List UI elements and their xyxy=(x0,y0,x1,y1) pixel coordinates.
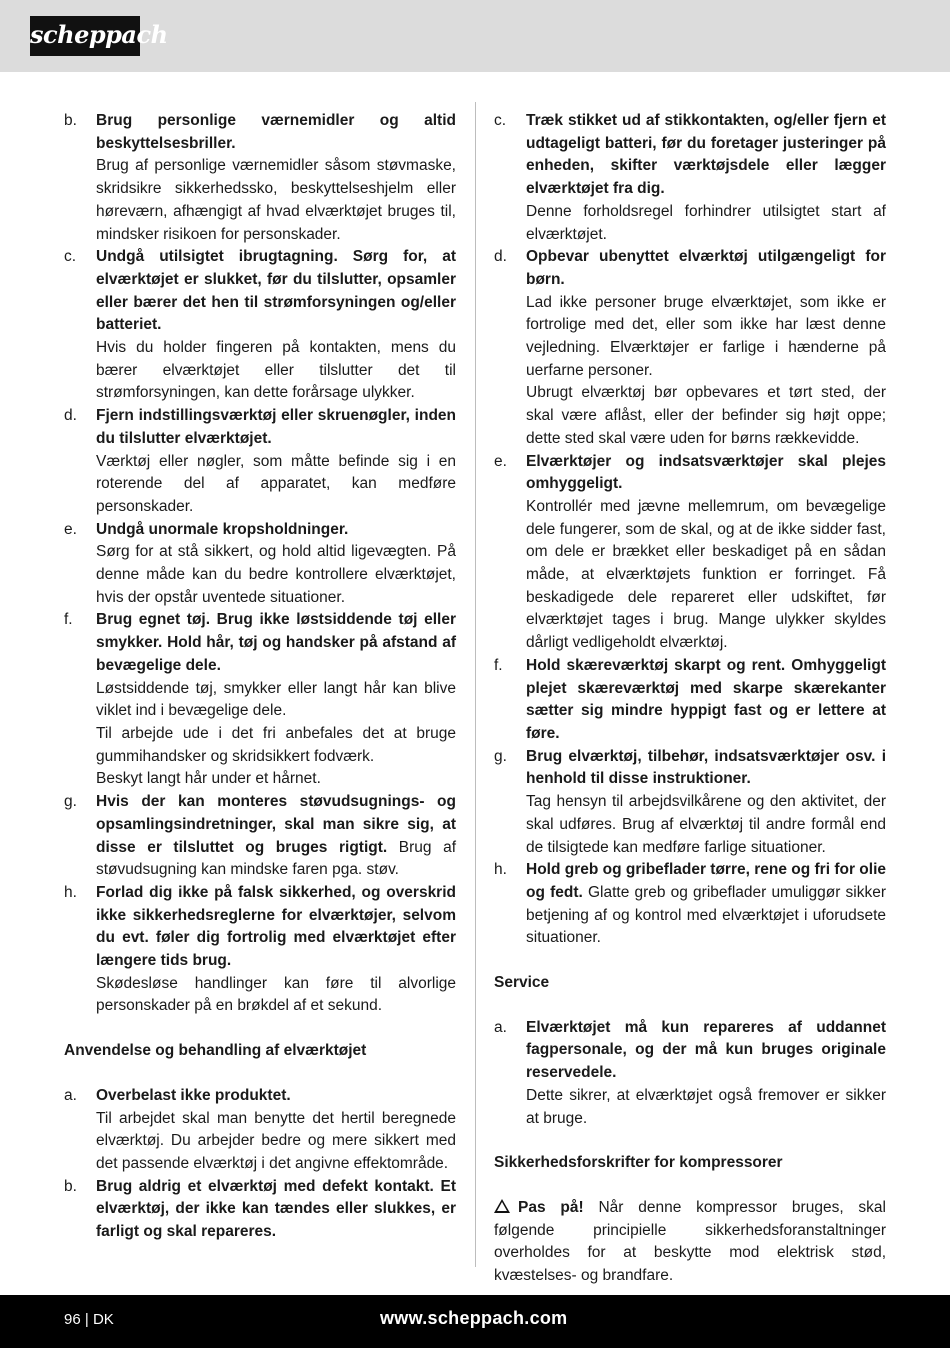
page-header xyxy=(0,0,950,72)
item-text: Løstsiddende tøj, smykker eller langt hår kan blive viklet ind i bevægelige dele. xyxy=(96,679,456,720)
website-link[interactable]: www.scheppach.com xyxy=(380,1308,568,1328)
item-text: Til arbejde ude i det fri anbefales det at bruge gummihandsker og skridsikkert fodværk. xyxy=(96,724,456,765)
item-heading: Brug egnet tøj. Brug ikke løstsiddende tøj eller smykker. Hold hår, tøj og handsker på afstand af bevægelige dele. xyxy=(96,611,456,674)
item-letter: h. xyxy=(494,861,507,879)
item-text: Værktøj eller nøgler, som måtte befinde sig i en roterende del af apparatet, kan medføre personskader. xyxy=(96,452,456,515)
item-text: Brug af støvudsugning kan mindske faren pga. støv. xyxy=(96,838,456,879)
item-text: Denne forholdsregel forhindrer utilsigtet start af elværktøjet. xyxy=(526,202,886,243)
list-item xyxy=(64,1085,456,1176)
item-letter: f. xyxy=(64,611,73,629)
item-heading: Brug elværktøj, tilbehør, indsatsværktøjer osv. i henhold til disse instruktioner. xyxy=(526,747,886,788)
item-text: Ubrugt elværktøj bør opbevares et tørt sted, der skal være aflåst, eller der befinder sig højt oppe; dette sted skal være uden for børns rækkevidde. xyxy=(526,384,886,447)
item-letter: g. xyxy=(64,793,77,811)
item-text: Til arbejdet skal man benytte det hertil beregnede elværktøj. Du arbejder bedre og mere sikkert med det passende elværktøj i det angivne effektområde. xyxy=(96,1109,456,1172)
warning-text: Når denne kompressor bruges, skal følgende principielle sikkerhedsforanstaltninger overholdes for at beskytte mod elektrisk stød, kvæstelses- og brandfare. xyxy=(494,1198,886,1285)
item-letter: c. xyxy=(64,248,77,266)
item-letter: d. xyxy=(64,407,77,425)
item-text: Brug af personlige værnemidler såsom støvmaske, skridsikre sikkerhedssko, beskyttelseshjelm eller høreværn, afhængigt af hvad elværktøjet bruges til, mindsker risikoen for personskader. xyxy=(96,157,456,243)
item-text: Sørg for at stå sikkert, og hold altid ligevægten. På denne måde kan du bedre kontrollere elværktøjet, hvis der opstår uventede situationer. xyxy=(96,543,456,606)
page-footer xyxy=(0,1295,950,1348)
item-text: Lad ikke personer bruge elværktøjet, som ikke er fortrolige med det, eller som ikke har læst denne vejledning. Elværktøjer er farlige i hænderne på uerfarne personer. xyxy=(526,293,886,379)
item-heading: Hvis der kan monteres støvudsugnings- og opsamlingsindretninger, skal man sikre sig, at disse er tilsluttet og bruges rigtigt. xyxy=(96,793,456,856)
item-letter: d. xyxy=(494,248,507,266)
list-item xyxy=(64,405,456,519)
list-item xyxy=(64,110,456,246)
list-item xyxy=(494,746,886,860)
item-text: Skødesløse handlinger kan føre til alvorlige personskader på en brøkdel af et sekund. xyxy=(96,974,456,1015)
warning-paragraph xyxy=(494,1197,886,1288)
item-heading: Brug personlige værnemidler og altid beskyttelsesbriller. xyxy=(96,112,456,152)
item-paragraph xyxy=(526,859,886,950)
page-number: 96 xyxy=(64,1311,81,1328)
list-item xyxy=(64,791,456,882)
section-title-service: Service xyxy=(494,974,550,992)
item-heading: Opbevar ubenyttet elværktøj utilgængeligt for børn. xyxy=(526,248,886,288)
scheppach-logo: scheppach xyxy=(30,16,140,56)
item-letter: b. xyxy=(64,1177,77,1195)
list-item xyxy=(64,882,456,1018)
list-item xyxy=(64,519,456,610)
item-text: Dette sikrer, at elværktøjet også fremover er sikker at bruge. xyxy=(526,1086,886,1127)
item-heading: Hold skæreværktøj skarpt og rent. Omhyggeligt plejet skæreværktøj med skarpe skærekanter sætter sig mindre hyppigt fast og er lettere at føre. xyxy=(526,656,886,742)
left-column xyxy=(64,110,456,1244)
warning-triangle-icon xyxy=(494,1199,510,1213)
warning-label: Pas på! xyxy=(518,1198,584,1216)
item-heading: Overbelast ikke produktet. xyxy=(96,1086,291,1104)
footer-separator: | xyxy=(84,1311,89,1328)
item-heading: Forlad dig ikke på falsk sikkerhed, og overskrid ikke sikkerhedsreglerne for elværktøjer, selvom du evt. føler dig fortrolig med elværktøjet efter længere tids brug. xyxy=(96,883,456,970)
item-text: Tag hensyn til arbejdsvilkårene og den aktivitet, der skal udføres. Brug af elværktøj til andre formål end de tilsigtede kan medføre farlige situationer. xyxy=(526,793,886,856)
language-code: DK xyxy=(92,1311,114,1328)
right-column xyxy=(494,110,886,1288)
item-paragraph xyxy=(96,791,456,882)
list-item xyxy=(64,246,456,405)
list-item xyxy=(494,1017,886,1131)
item-letter: b. xyxy=(64,112,77,129)
item-letter: e. xyxy=(64,520,77,538)
item-letter: a. xyxy=(64,1086,77,1104)
item-heading: Elværktøjer og indsatsværktøjer skal plejes omhyggeligt. xyxy=(526,452,886,493)
list-item xyxy=(494,451,886,655)
column-divider xyxy=(475,102,476,1267)
item-heading: Undgå unormale kropsholdninger. xyxy=(96,520,349,538)
item-letter: g. xyxy=(494,747,507,765)
item-heading: Brug aldrig et elværktøj med defekt kontakt. Et elværktøj, der ikke kan tændes eller slukkes, er farligt og skal repareres. xyxy=(96,1177,456,1241)
item-letter: f. xyxy=(494,656,503,674)
item-letter: e. xyxy=(494,452,507,470)
item-heading: Undgå utilsigtet ibrugtagning. Sørg for, at elværktøjet er slukket, før du tilslutter, opsamler eller bærer det hen til strømforsyningen og/eller batteriet. xyxy=(96,248,456,334)
section-title-compressor: Sikkerhedsforskrifter for kompressorer xyxy=(494,1154,783,1172)
item-text: Beskyt langt hår under et hårnet. xyxy=(96,770,321,788)
list-item xyxy=(494,655,886,746)
list-item xyxy=(64,609,456,791)
item-text: Kontrollér med jævne mellemrum, om bevægelige dele fungerer, som de skal, og at de ikke sidder fast, om dele er brækket eller beskadiget på en sådan måde, at elværktøjets funktion er forringet. Få beskadigede dele repareret eller udskiftet, før elværktøjet tages i brug. Mange ulykker skyldes dårligt vedligeholdt elværktøj. xyxy=(526,497,886,652)
item-letter: a. xyxy=(494,1018,507,1036)
list-item xyxy=(494,110,886,246)
item-text: Glatte greb og gribeflader umuliggør sikker betjening af og kontrol med elværktøjet i uforudsete situationer. xyxy=(526,883,886,947)
list-item xyxy=(494,246,886,450)
item-letter: c. xyxy=(494,112,507,129)
list-item xyxy=(494,859,886,950)
item-letter: h. xyxy=(64,883,77,901)
page-number-block xyxy=(64,1311,114,1328)
section-title: Anvendelse og behandling af elværktøjet xyxy=(64,1042,367,1060)
item-heading: Fjern indstillingsværktøj eller skruenøgler, inden du tilslutter elværktøjet. xyxy=(96,407,456,447)
item-heading: Hold greb og gribeflader tørre, rene og fri for olie og fedt. xyxy=(526,861,886,901)
list-item xyxy=(64,1176,456,1244)
item-heading: Elværktøjet må kun repareres af uddannet fagpersonale, og der må kun bruges originale reservedele. xyxy=(526,1018,886,1082)
item-text: Hvis du holder fingeren på kontakten, mens du bærer elværktøjet eller tilslutter det til strømforsyningen, kan dette forårsage ulykker. xyxy=(96,339,456,402)
item-heading: Træk stikket ud af stikkontakten, og/eller fjern et udtageligt batteri, før du foretager justeringer på enheden, skifter værktøjsdele eller lægger elværktøjet fra dig. xyxy=(526,112,886,198)
